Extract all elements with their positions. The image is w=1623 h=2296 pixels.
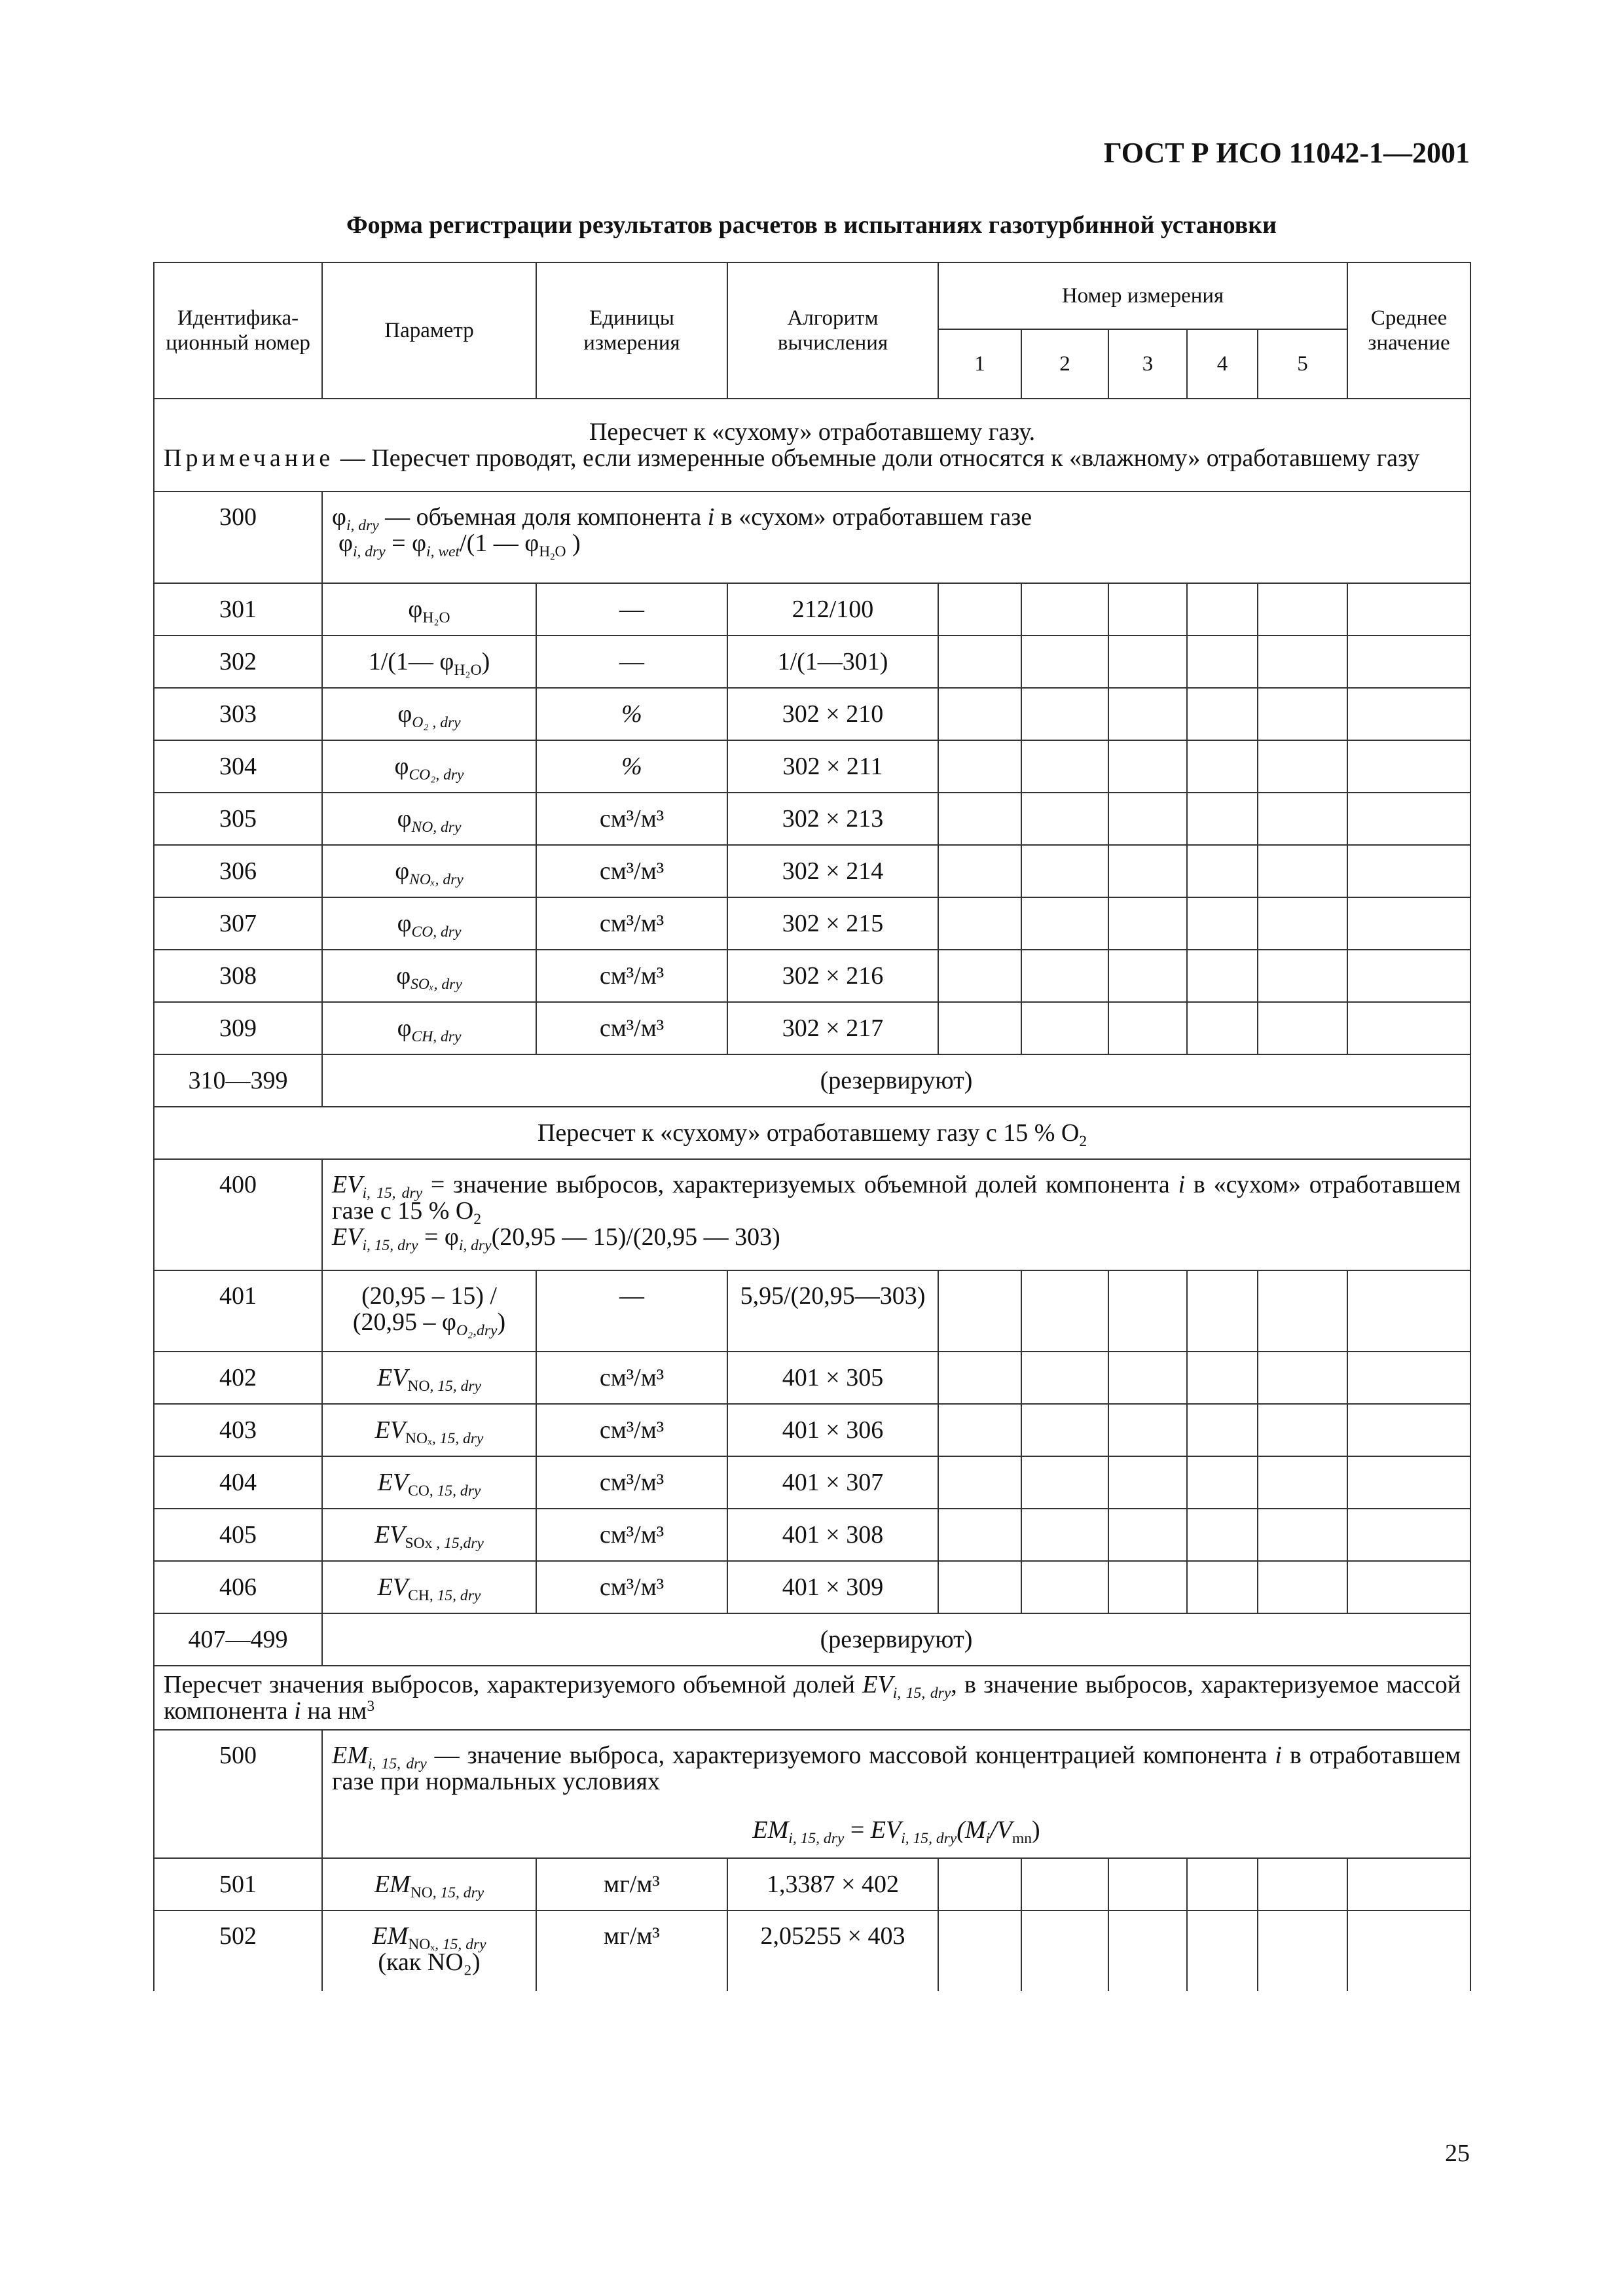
- cell-m1: [938, 897, 1021, 950]
- col-header-id: Идентифика-ционный номер: [154, 262, 322, 399]
- cell-m5: [1258, 1561, 1347, 1613]
- row-units: см³/м³: [536, 1352, 727, 1404]
- row-id: 403: [154, 1404, 322, 1456]
- table-row: [154, 1002, 1470, 1054]
- row-parameter: $EM_{NO, 15, dry}$: [322, 1858, 536, 1910]
- cell-mean: [1347, 1456, 1470, 1509]
- cell-mean: [1347, 1404, 1470, 1456]
- row-id: 501: [154, 1858, 322, 1910]
- row-algorithm: 1,3387 × 402: [727, 1858, 938, 1910]
- row-units: %: [536, 740, 727, 793]
- col-header-m3: 3: [1108, 329, 1187, 399]
- standard-designation: ГОСТ Р ИСО 11042-1—2001: [1103, 137, 1470, 169]
- row-units: см³/м³: [536, 1509, 727, 1561]
- cell-m1: [938, 583, 1021, 636]
- cell-m4: [1187, 1404, 1258, 1456]
- cell-mean: [1347, 1509, 1470, 1561]
- cell-m4: [1187, 897, 1258, 950]
- cell-m5: [1258, 1858, 1347, 1910]
- row-id: 307: [154, 897, 322, 950]
- table-row: [154, 950, 1470, 1002]
- cell-mean: [1347, 1561, 1470, 1613]
- cell-mean: [1347, 1352, 1470, 1404]
- row-id: 407—499: [154, 1613, 322, 1666]
- row-algorithm: 302 × 210: [727, 688, 938, 740]
- row-description: $\varphi_{i, dry}$ — объемная доля компонента i в «сухом» отработавшем газе $\varphi_{i, dry} = \varphi_{i, wet}/(1$ — $\varphi_{H_2O}$ ): [322, 492, 1470, 583]
- cell-m5: [1258, 1910, 1347, 1991]
- row-algorithm: 2,05255 × 403: [727, 1910, 938, 1991]
- cell-m5: [1258, 1404, 1347, 1456]
- reserved-text: (резервируют): [322, 1613, 1470, 1666]
- cell-m2: [1021, 1561, 1108, 1613]
- note-label: Примечание: [164, 444, 335, 472]
- form-title: Форма регистрации результатов расчетов в испытаниях газотурбинной установки: [346, 211, 1277, 239]
- row-id: 306: [154, 845, 322, 897]
- row-algorithm: 302 × 214: [727, 845, 938, 897]
- section-note: [164, 445, 1461, 471]
- cell-m4: [1187, 688, 1258, 740]
- table-row: [154, 492, 1470, 583]
- table-row: [154, 1561, 1470, 1613]
- cell-m2: [1021, 1352, 1108, 1404]
- cell-m5: [1258, 1002, 1347, 1054]
- row-parameter: $EV_{CH, 15, dry}$: [322, 1561, 536, 1613]
- row-description: $EM_{i, 15, dry}$ — значение выброса, характеризуемого массовой концентрацией компонента i в отработавшем газе при нормальных условиях $EM_{i, 15, dry} = EV_{i, 15, dry}(M_i/V_{mn})$: [322, 1730, 1470, 1858]
- row-units: см³/м³: [536, 897, 727, 950]
- section-title: Пересчет к «сухому» отработавшему газу.: [589, 418, 1036, 446]
- cell-m2: [1021, 740, 1108, 793]
- row-algorithm: 1/(1—301): [727, 636, 938, 688]
- note-text: — Пересчет проводят, если измеренные объемные доли относятся к «влажному» отработавшему газу: [334, 444, 1420, 472]
- cell-m3: [1108, 1002, 1187, 1054]
- row-parameter: $\varphi_{O_2 , dry}$: [322, 688, 536, 740]
- row-algorithm: 302 × 217: [727, 1002, 938, 1054]
- cell-m1: [938, 1352, 1021, 1404]
- row-parameter: $EV_{CO, 15, dry}$: [322, 1456, 536, 1509]
- row-description: $EV_{i, 15, dry}$ = значение выбросов, характеризуемых объемной долей компонента i в «сухом» отработавшем газе с 15 % $O_2$ $EV_{i, 15, dry} = \varphi_{i, dry}(20,95$ — 15)/(20,95 — 303): [322, 1159, 1470, 1270]
- cell-m3: [1108, 845, 1187, 897]
- cell-m3: [1108, 950, 1187, 1002]
- row-parameter: $\varphi_{SO_x, dry}$: [322, 950, 536, 1002]
- cell-m2: [1021, 1456, 1108, 1509]
- row-id: 402: [154, 1352, 322, 1404]
- cell-m4: [1187, 1509, 1258, 1561]
- cell-m2: [1021, 1002, 1108, 1054]
- cell-mean: [1347, 950, 1470, 1002]
- table-row: [154, 897, 1470, 950]
- row-units: —: [536, 636, 727, 688]
- col-header-m5: 5: [1258, 329, 1347, 399]
- cell-m2: [1021, 1858, 1108, 1910]
- table-row: [154, 583, 1470, 636]
- table-row: [154, 845, 1470, 897]
- cell-m1: [938, 1404, 1021, 1456]
- cell-m3: [1108, 1509, 1187, 1561]
- cell-m1: [938, 950, 1021, 1002]
- cell-mean: [1347, 1858, 1470, 1910]
- table-row: [154, 1910, 1470, 1991]
- table-row: [154, 688, 1470, 740]
- reserved-text: (резервируют): [322, 1054, 1470, 1107]
- cell-m2: [1021, 793, 1108, 845]
- cell-m4: [1187, 1858, 1258, 1910]
- cell-m3: [1108, 740, 1187, 793]
- cell-mean: [1347, 583, 1470, 636]
- row-algorithm: 5,95/(20,95—303): [727, 1270, 938, 1352]
- row-units: %: [536, 688, 727, 740]
- row-id: 303: [154, 688, 322, 740]
- cell-m3: [1108, 1456, 1187, 1509]
- cell-mean: [1347, 688, 1470, 740]
- cell-mean: [1347, 740, 1470, 793]
- cell-m2: [1021, 636, 1108, 688]
- row-id: 406: [154, 1561, 322, 1613]
- table-row: [154, 1404, 1470, 1456]
- cell-m4: [1187, 1002, 1258, 1054]
- row-parameter: $\varphi_{CH, dry}$: [322, 1002, 536, 1054]
- cell-m2: [1021, 950, 1108, 1002]
- cell-m1: [938, 1561, 1021, 1613]
- row-id: 309: [154, 1002, 322, 1054]
- table-row: [154, 1352, 1470, 1404]
- row-id: 404: [154, 1456, 322, 1509]
- cell-m5: [1258, 950, 1347, 1002]
- cell-m4: [1187, 1352, 1258, 1404]
- cell-mean: [1347, 1910, 1470, 1991]
- cell-m4: [1187, 950, 1258, 1002]
- col-header-algorithm: Алгоритм вычисления: [727, 262, 938, 399]
- cell-m4: [1187, 583, 1258, 636]
- row-algorithm: 401 × 307: [727, 1456, 938, 1509]
- row-units: мг/м³: [536, 1910, 727, 1991]
- cell-m2: [1021, 845, 1108, 897]
- cell-m1: [938, 688, 1021, 740]
- row-algorithm: 302 × 211: [727, 740, 938, 793]
- cell-mean: [1347, 1002, 1470, 1054]
- cell-m5: [1258, 1352, 1347, 1404]
- row-parameter: $EV_{NO_x, 15, dry}$: [322, 1404, 536, 1456]
- cell-mean: [1347, 1270, 1470, 1352]
- cell-m5: [1258, 740, 1347, 793]
- cell-m5: [1258, 1456, 1347, 1509]
- cell-m2: [1021, 1270, 1108, 1352]
- row-parameter: $\varphi_{NO, dry}$: [322, 793, 536, 845]
- row-parameter: $\varphi_{CO_2, dry}$: [322, 740, 536, 793]
- results-table: [153, 262, 1471, 1991]
- cell-m5: [1258, 793, 1347, 845]
- cell-m2: [1021, 1404, 1108, 1456]
- col-header-parameter: Параметр: [322, 262, 536, 399]
- row-units: —: [536, 583, 727, 636]
- cell-m1: [938, 1270, 1021, 1352]
- cell-m2: [1021, 897, 1108, 950]
- cell-m3: [1108, 897, 1187, 950]
- row-units: см³/м³: [536, 793, 727, 845]
- row-units: см³/м³: [536, 1561, 727, 1613]
- cell-m4: [1187, 793, 1258, 845]
- table-row: [154, 1456, 1470, 1509]
- row-units: см³/м³: [536, 950, 727, 1002]
- cell-m2: [1021, 583, 1108, 636]
- row-algorithm: 401 × 309: [727, 1561, 938, 1613]
- col-header-units: Единицы измерения: [536, 262, 727, 399]
- row-id: 305: [154, 793, 322, 845]
- row-algorithm: 302 × 215: [727, 897, 938, 950]
- col-header-m1: 1: [938, 329, 1021, 399]
- cell-m1: [938, 845, 1021, 897]
- row-parameter: $\varphi_{CO, dry}$: [322, 897, 536, 950]
- cell-m4: [1187, 1456, 1258, 1509]
- col-header-measurement: Номер измерения: [938, 262, 1347, 329]
- table-row: [154, 636, 1470, 688]
- cell-m1: [938, 793, 1021, 845]
- row-algorithm: 302 × 216: [727, 950, 938, 1002]
- cell-m4: [1187, 1910, 1258, 1991]
- reserved-row: [154, 1054, 1470, 1107]
- cell-m3: [1108, 1352, 1187, 1404]
- row-id: 500: [154, 1730, 322, 1858]
- table-row: [154, 740, 1470, 793]
- row-units: см³/м³: [536, 1404, 727, 1456]
- row-id: 400: [154, 1159, 322, 1270]
- cell-m2: [1021, 1509, 1108, 1561]
- cell-m4: [1187, 636, 1258, 688]
- cell-m1: [938, 1002, 1021, 1054]
- cell-m5: [1258, 1270, 1347, 1352]
- row-parameter: (20,95 – 15) / $(20,95 - \varphi_{O_2,dry})$: [322, 1270, 536, 1352]
- cell-m1: [938, 1858, 1021, 1910]
- row-parameter: 1/(1— $\varphi_{H_2O}$): [322, 636, 536, 688]
- cell-m1: [938, 1456, 1021, 1509]
- cell-m3: [1108, 1561, 1187, 1613]
- row-units: —: [536, 1270, 727, 1352]
- cell-m5: [1258, 688, 1347, 740]
- section-header: [154, 1107, 1470, 1159]
- col-header-m2: 2: [1021, 329, 1108, 399]
- table-row: [154, 1858, 1470, 1910]
- row-algorithm: 401 × 306: [727, 1404, 938, 1456]
- cell-mean: [1347, 897, 1470, 950]
- cell-m1: [938, 740, 1021, 793]
- cell-m5: [1258, 583, 1347, 636]
- row-algorithm: 212/100: [727, 583, 938, 636]
- cell-m2: [1021, 688, 1108, 740]
- row-id: 301: [154, 583, 322, 636]
- row-id: 304: [154, 740, 322, 793]
- row-parameter: $\varphi_{H_2O}$: [322, 583, 536, 636]
- row-algorithm: 302 × 213: [727, 793, 938, 845]
- cell-m1: [938, 1910, 1021, 1991]
- table-row: [154, 793, 1470, 845]
- cell-mean: [1347, 845, 1470, 897]
- row-id: 308: [154, 950, 322, 1002]
- cell-m5: [1258, 636, 1347, 688]
- cell-mean: [1347, 636, 1470, 688]
- cell-m1: [938, 1509, 1021, 1561]
- row-id: 401: [154, 1270, 322, 1352]
- row-id: 300: [154, 492, 322, 583]
- row-algorithm: 401 × 308: [727, 1509, 938, 1561]
- row-algorithm: 401 × 305: [727, 1352, 938, 1404]
- cell-m3: [1108, 1910, 1187, 1991]
- row-id: 502: [154, 1910, 322, 1991]
- cell-m3: [1108, 793, 1187, 845]
- row-units: см³/м³: [536, 845, 727, 897]
- cell-m4: [1187, 1561, 1258, 1613]
- table-row: [154, 1730, 1470, 1858]
- col-header-m4: 4: [1187, 329, 1258, 399]
- cell-m5: [1258, 897, 1347, 950]
- cell-m1: [938, 636, 1021, 688]
- row-parameter: $EV_{SOx}$ $_{, 15,dry}$: [322, 1509, 536, 1561]
- row-units: мг/м³: [536, 1858, 727, 1910]
- row-parameter: $EV_{NO, 15, dry}$: [322, 1352, 536, 1404]
- cell-m4: [1187, 845, 1258, 897]
- section-header: [154, 1666, 1470, 1730]
- page-number: 25: [1445, 2140, 1470, 2167]
- table-header-row-1: [154, 262, 1470, 329]
- table-row: [154, 1270, 1470, 1352]
- cell-m3: [1108, 583, 1187, 636]
- col-header-mean: Среднее значение: [1347, 262, 1470, 399]
- cell-m3: [1108, 1404, 1187, 1456]
- section-title: Пересчет значения выбросов, характеризуемого объемной долей $EV_{i, 15, dry}$, в значение выбросов, характеризуемое массой компонента i на $нм^3$: [154, 1666, 1470, 1730]
- cell-m4: [1187, 740, 1258, 793]
- row-id: 405: [154, 1509, 322, 1561]
- cell-m3: [1108, 636, 1187, 688]
- section-title: Пересчет к «сухому» отработавшему газу с 15 % $O_2$: [154, 1107, 1470, 1159]
- cell-m5: [1258, 845, 1347, 897]
- cell-m4: [1187, 1270, 1258, 1352]
- row-id: 310—399: [154, 1054, 322, 1107]
- row-id: 302: [154, 636, 322, 688]
- cell-m3: [1108, 688, 1187, 740]
- reserved-row: [154, 1613, 1470, 1666]
- section-header: [154, 399, 1470, 492]
- cell-m2: [1021, 1910, 1108, 1991]
- row-units: см³/м³: [536, 1456, 727, 1509]
- row-parameter: $EM_{NO_x, 15, dry}$ (как NO₂): [322, 1910, 536, 1991]
- table-row: [154, 1509, 1470, 1561]
- table-row: [154, 1159, 1470, 1270]
- row-units: см³/м³: [536, 1002, 727, 1054]
- cell-m5: [1258, 1509, 1347, 1561]
- cell-m3: [1108, 1270, 1187, 1352]
- cell-mean: [1347, 793, 1470, 845]
- cell-m3: [1108, 1858, 1187, 1910]
- row-parameter: $\varphi_{NO_x, dry}$: [322, 845, 536, 897]
